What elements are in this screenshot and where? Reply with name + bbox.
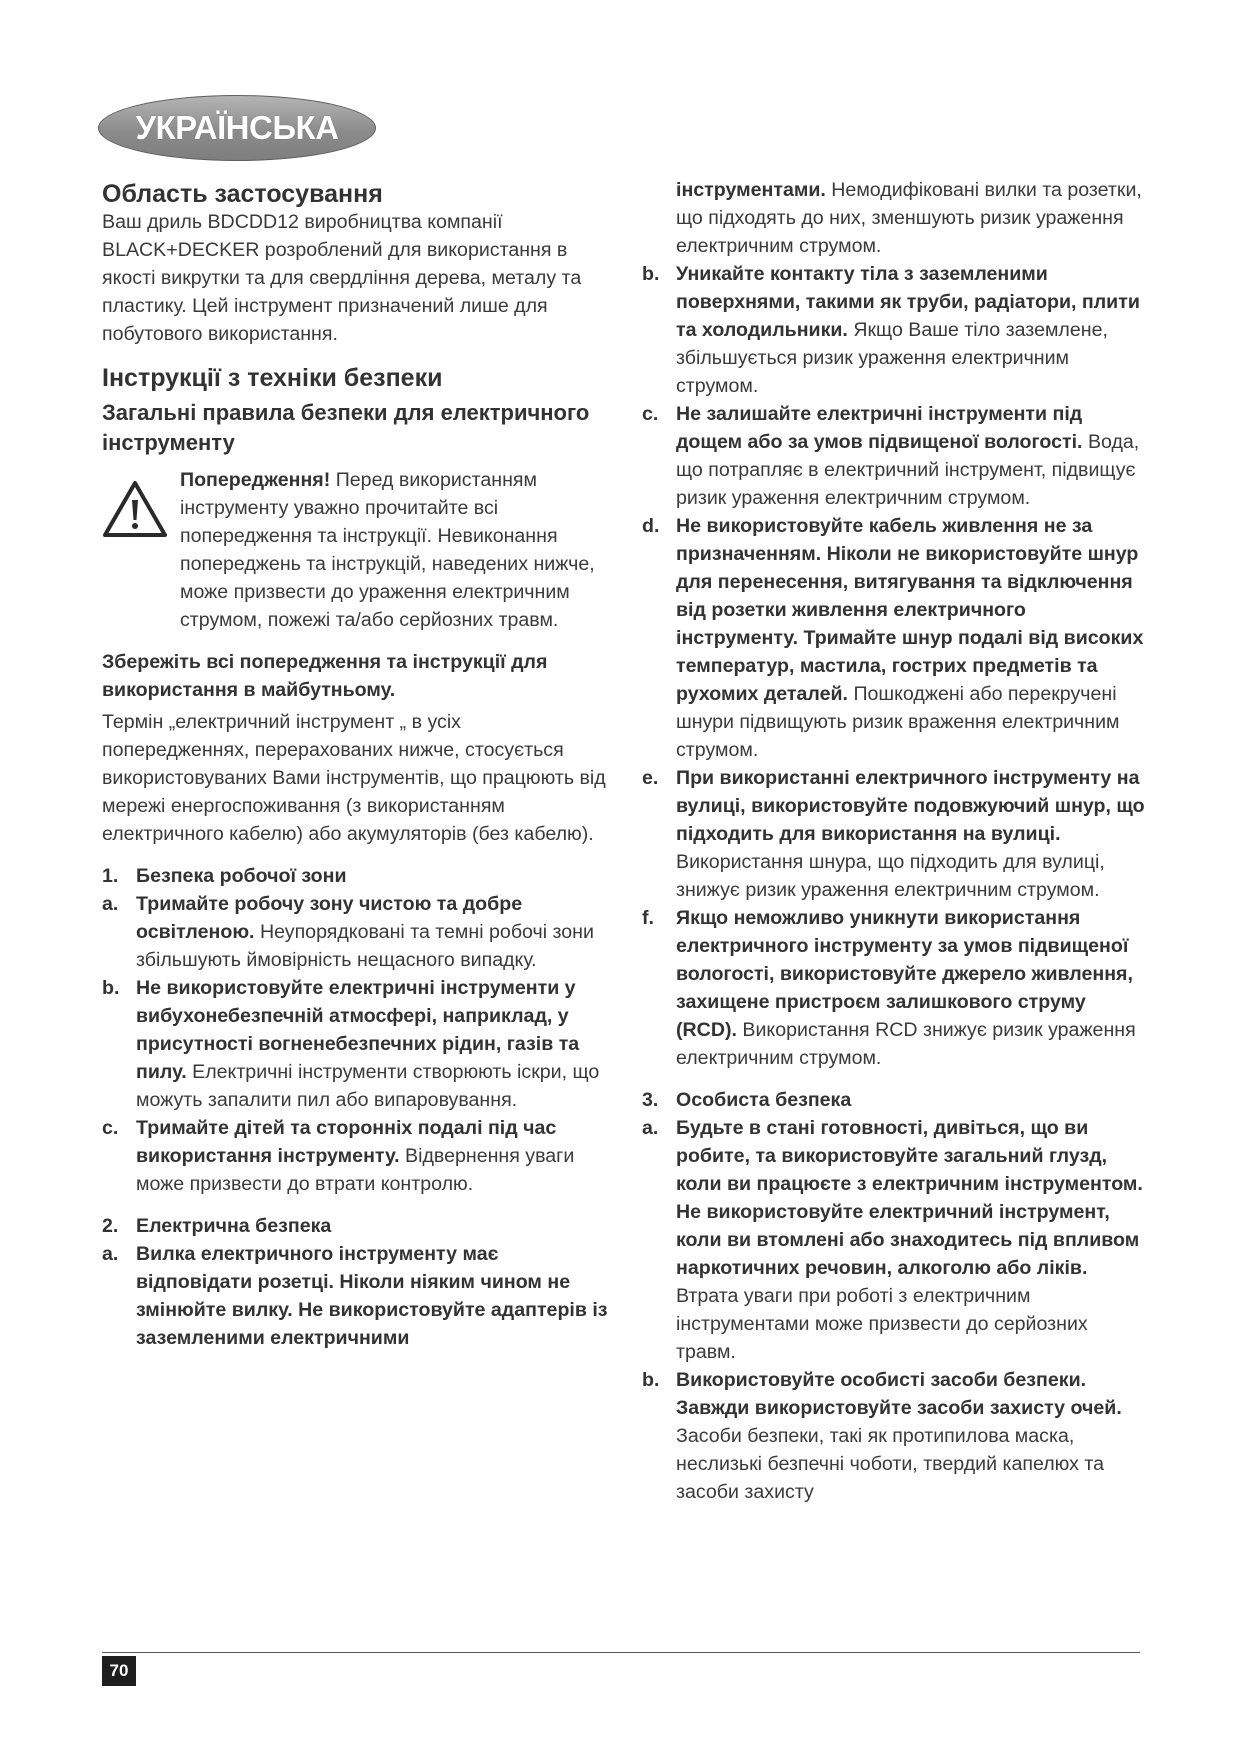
list-item-continued: інструментами. Немодифіковані вилки та розетки, що підходять до них, зменшують ризик ураження електричним струмом. [676, 179, 1142, 257]
section-2-title: Електрична безпека [136, 1215, 332, 1237]
list-item: a. Будьте в стані готовності, дивіться, що ви робите, та використовуйте загальний глузд, коли ви працюєте з електричним інструментом. Не використовуйте електричний інструмент, коли ви втомлені або знаходитесь під впливом наркотичних речовин, алкоголю або ліків. Втрата уваги при роботі з електричним інструментами може призвести до серйозних травм. [642, 1117, 1143, 1363]
section-3-heading [642, 1086, 1152, 1114]
list-item: c. Тримайте дітей та сторонніх подалі під час використання інструменту. Відвернення уваги може призвести до втрати контролю. [102, 1117, 575, 1195]
safety-title: Інструкції з техніки безпеки [102, 364, 443, 392]
list-item: f. Якщо неможливо уникнути використання електричного інструменту за умов підвищеної вологості, використовуйте джерело живлення, захищене пристроєм залишкового струму (RCD). Використання RCD знижує ризик ураження електричним струмом. [642, 907, 1136, 1069]
language-label: УКРАЇНСЬКА [135, 109, 339, 146]
section-3-title: Особиста безпека [676, 1089, 852, 1111]
warning-block [102, 466, 612, 634]
save-instructions-note: Збережіть всі попередження та інструкції для використання в майбутньому. [102, 651, 548, 701]
list-item: a. Тримайте робочу зону чистою та добре освітленою. Неупорядковані та темні робочі зони збільшують ймовірність нещасного випадку. [102, 893, 594, 971]
footer-divider [102, 1652, 1140, 1653]
section-2-number: 2. [102, 1215, 119, 1237]
list-item: c. Не залишайте електричні інструменти під дощем або за умов підвищеної вологості. Вода, що потрапляє в електричний інструмент, підвищує ризик ураження електричним струмом. [642, 403, 1140, 509]
warning-bold: Попередження! [180, 469, 331, 491]
list-item: e. При використанні електричного інструменту на вулиці, використовуйте подовжуючий шнур, що підходить для використання на вулиці. Використання шнура, що підходить для вулиці, знижує ризик ураження електричним струмом. [642, 767, 1145, 901]
term-definition: Термін „електричний інструмент „ в усіх попередженнях, перерахованих нижче, стосується використовуваних Вами інструментів, що працюють від мережі енергоспоживання (з використанням електричного кабелю) або акумуляторів (без кабелю). [102, 711, 606, 845]
warning-triangle-icon [102, 480, 168, 538]
list-item: b. Не використовуйте електричні інструменти у вибухонебезпечній атмосфері, наприклад, у присутності вогненебезпечних рідин, газів та пилу. Електричні інструменти створюють іскри, що можуть запалити пил або випаровування. [102, 977, 600, 1111]
section-1-title: Безпека робочої зони [136, 865, 347, 887]
list-item: b. Використовуйте особисті засоби безпеки. Завжди використовуйте засоби захисту очей. Засоби безпеки, такі як протипилова маска, неслизькі безпечні чоботи, твердий капелюх та засоби захисту [642, 1369, 1122, 1503]
section-2-heading [102, 1212, 612, 1240]
list-item: b. Уникайте контакту тіла з заземленими поверхнями, такими як труби, радіатори, плити та холодильники. Якщо Ваше тіло заземлене, збільшується ризик ураження електричним струмом. [642, 263, 1140, 397]
left-column [102, 178, 612, 1352]
section-3-number: 3. [642, 1089, 659, 1111]
language-badge [98, 95, 376, 161]
section-1-number: 1. [102, 865, 119, 887]
safety-subtitle: Загальні правила безпеки для електричного інструменту [102, 400, 590, 455]
list-item: a. Вилка електричного інструменту має відповідати розетці. Ніколи ніяким чином не змінюйте вилку. Не використовуйте адаптерів із заземленими електричними [102, 1243, 608, 1349]
warning-text [180, 466, 612, 634]
warning-body: Перед використанням інструменту уважно прочитайте всі попередження та інструкції. Невиконання попереджень та інструкцій, наведених нижче, може призвести до ураження електричним струмом, пожежі та/або серйозних травм. [180, 469, 595, 631]
list-item: d. Не використовуйте кабель живлення не за призначенням. Ніколи не використовуйте шнур для перенесення, витягування та відключення від розетки живлення електричного інструменту. Тримайте шнур подалі від високих температур, мастила, гострих предметів та рухомих деталей. Пошкоджені або перекручені шнури підвищують ризик враження електричним струмом. [642, 515, 1144, 761]
intended-use-title: Область застосування [102, 180, 383, 208]
page-number: 70 [102, 1656, 136, 1686]
section-1-heading [102, 862, 612, 890]
right-column [642, 176, 1152, 1506]
intended-use-body: Ваш дриль BDCDD12 виробництва компанії BLACK+DECKER розроблений для використання в якості викрутки та для свердління дерева, металу та пластику. Цей інструмент призначений лише для побутового використання. [102, 211, 582, 345]
